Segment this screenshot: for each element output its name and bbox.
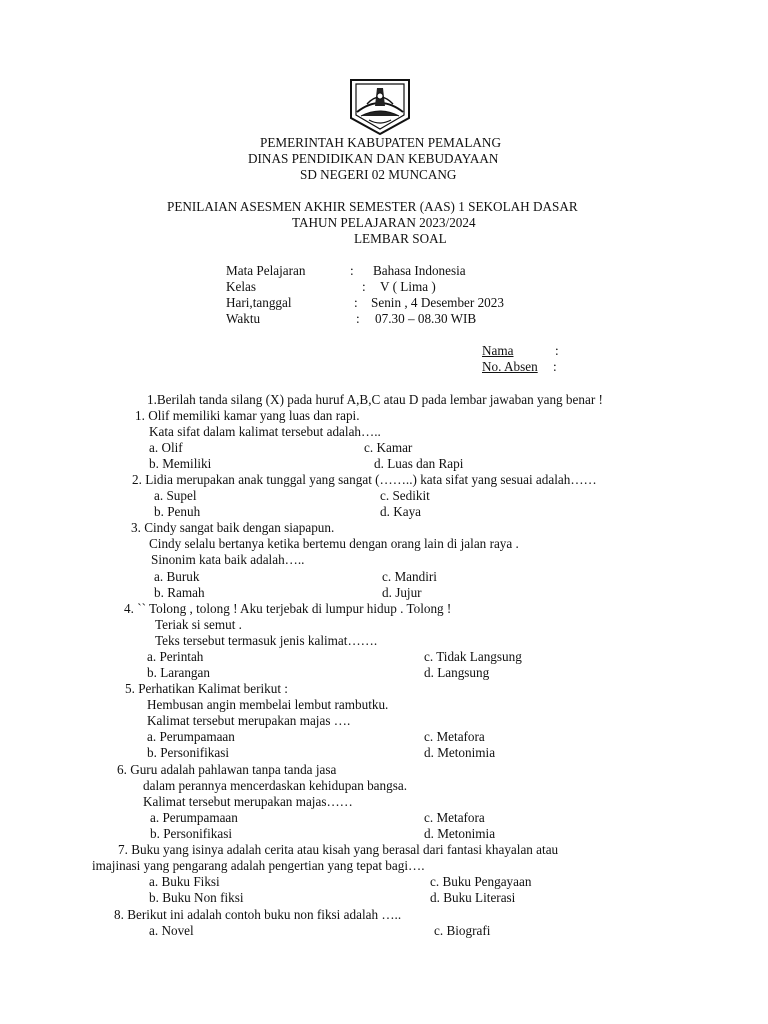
answer-option: a. Perumpamaan xyxy=(150,810,238,825)
question-text: imajinasi yang pengarang adalah pengertian yang tepat bagi…. xyxy=(92,858,425,873)
answer-option: d. Luas dan Rapi xyxy=(374,456,464,471)
question-text: 7. Buku yang isinya adalah cerita atau kisah yang berasal dari fantasi khayalan atau xyxy=(118,842,559,857)
question-text: Cindy selalu bertanya ketika bertemu dengan orang lain di jalan raya . xyxy=(149,536,519,551)
info-label: Waktu xyxy=(226,311,261,326)
answer-option: a. Novel xyxy=(149,923,194,938)
answer-option: a. Buruk xyxy=(154,569,200,584)
info-label: Kelas xyxy=(226,279,257,294)
answer-option: d. Metonimia xyxy=(424,826,496,841)
info-label: Mata Pelajaran xyxy=(226,263,306,278)
question-text: Hembusan angin membelai lembut rambutku. xyxy=(147,697,389,712)
answer-option: a. Buku Fiksi xyxy=(149,874,220,889)
question-text: 3. Cindy sangat baik dengan siapapun. xyxy=(131,520,335,535)
answer-option: b. Personifikasi xyxy=(147,745,230,760)
student-name-colon: : xyxy=(555,343,559,358)
header-government: PEMERINTAH KABUPATEN PEMALANG xyxy=(260,135,501,150)
answer-option: c. Biografi xyxy=(434,923,491,938)
info-value: V ( Lima ) xyxy=(380,279,436,294)
answer-option: a. Perumpamaan xyxy=(147,729,235,744)
regency-crest-logo xyxy=(347,74,413,136)
exam-title: PENILAIAN ASESMEN AKHIR SEMESTER (AAS) 1 SEKOLAH DASAR xyxy=(167,199,578,214)
question-text: 5. Perhatikan Kalimat berikut : xyxy=(125,681,288,696)
info-colon: : xyxy=(362,279,366,294)
answer-option: d. Kaya xyxy=(380,504,422,519)
question-text: 4. `` Tolong , tolong ! Aku terjebak di lumpur hidup . Tolong ! xyxy=(124,601,452,616)
question-text: 2. Lidia merupakan anak tunggal yang sangat (……..) kata sifat yang sesuai adalah…… xyxy=(132,472,597,487)
info-value: Bahasa Indonesia xyxy=(373,263,466,278)
answer-option: c. Kamar xyxy=(364,440,413,455)
answer-option: b. Buku Non fiksi xyxy=(149,890,244,905)
info-value: 07.30 – 08.30 WIB xyxy=(375,311,477,326)
student-name-label: Nama xyxy=(482,343,514,358)
info-label: Hari,tanggal xyxy=(226,295,292,310)
answer-option: d. Buku Literasi xyxy=(430,890,516,905)
info-colon: : xyxy=(354,295,358,310)
exam-sheet-label: LEMBAR SOAL xyxy=(354,231,447,246)
answer-option: b. Personifikasi xyxy=(150,826,233,841)
question-text: Teriak si semut . xyxy=(155,617,242,632)
info-value: Senin , 4 Desember 2023 xyxy=(371,295,504,310)
student-absen-label: No. Absen xyxy=(482,359,538,374)
question-text: 1. Olif memiliki kamar yang luas dan rapi. xyxy=(135,408,360,423)
instruction: 1.Berilah tanda silang (X) pada huruf A,B,C atau D pada lembar jawaban yang benar ! xyxy=(147,392,603,407)
answer-option: d. Jujur xyxy=(382,585,422,600)
answer-option: a. Perintah xyxy=(147,649,204,664)
answer-option: c. Tidak Langsung xyxy=(424,649,522,664)
question-text: dalam perannya mencerdaskan kehidupan bangsa. xyxy=(143,778,408,793)
question-text: Teks tersebut termasuk jenis kalimat……. xyxy=(155,633,378,648)
answer-option: b. Memiliki xyxy=(149,456,212,471)
answer-option: c. Metafora xyxy=(424,729,485,744)
header-school: SD NEGERI 02 MUNCANG xyxy=(300,167,457,182)
answer-option: c. Mandiri xyxy=(382,569,437,584)
answer-option: d. Metonimia xyxy=(424,745,496,760)
answer-option: b. Penuh xyxy=(154,504,201,519)
header-department: DINAS PENDIDIKAN DAN KEBUDAYAAN xyxy=(248,151,499,166)
answer-option: c. Metafora xyxy=(424,810,485,825)
info-colon: : xyxy=(350,263,354,278)
question-text: 8. Berikut ini adalah contoh buku non fiksi adalah ….. xyxy=(114,907,402,922)
student-absen-colon: : xyxy=(553,359,557,374)
question-text: Kalimat tersebut merupakan majas…… xyxy=(143,794,353,809)
answer-option: a. Supel xyxy=(154,488,197,503)
question-text: Kata sifat dalam kalimat tersebut adalah….. xyxy=(149,424,381,439)
answer-option: c. Buku Pengayaan xyxy=(430,874,532,889)
answer-option: b. Larangan xyxy=(147,665,210,680)
answer-option: d. Langsung xyxy=(424,665,490,680)
question-text: 6. Guru adalah pahlawan tanpa tanda jasa xyxy=(117,762,337,777)
answer-option: b. Ramah xyxy=(154,585,205,600)
question-text: Kalimat tersebut merupakan majas …. xyxy=(147,713,351,728)
question-text: Sinonim kata baik adalah….. xyxy=(151,552,305,567)
answer-option: a. Olif xyxy=(149,440,183,455)
answer-option: c. Sedikit xyxy=(380,488,430,503)
exam-year: TAHUN PELAJARAN 2023/2024 xyxy=(292,215,476,230)
info-colon: : xyxy=(356,311,360,326)
